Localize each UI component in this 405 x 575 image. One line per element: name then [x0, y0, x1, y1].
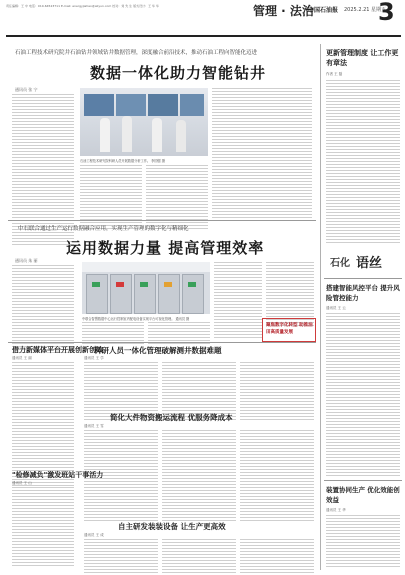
- article-2-byline: 通讯员 王 学: [84, 356, 104, 360]
- second-body-col4: [214, 262, 262, 340]
- article-5-body-b: [162, 539, 236, 575]
- right-body-3: [326, 515, 400, 569]
- article-1-headline: 借力新媒体平台开展创新创效: [12, 346, 103, 354]
- feature-box: [262, 318, 316, 342]
- page-number: 3: [378, 0, 395, 26]
- right-item2-byline: 通讯员 王 云: [326, 306, 346, 310]
- second-photo-caption: 中联合智慧数据中心运行控制室内配电设备实现平台可视化管理。 通讯员 摄: [82, 317, 190, 321]
- lead-headline: 数据一体化助力智能钻井: [90, 64, 267, 82]
- header-meta: 责任编辑：王 中 电话：010-64523711 E-mail: energyjiahao@aliyun.com 校对：刘 先 生 版式设计：王 华 华: [6, 4, 160, 8]
- lead-deck: 石油工程技术研究院井石油钻井领域钻井数据管理，深度融合前沿技术，推动石油工程向智能化迈进: [15, 50, 258, 56]
- column-title: 石化: [330, 258, 350, 269]
- section-title: 管理 · 法治: [253, 4, 314, 18]
- second-deck: 中石联合通过生产运行数据融合应用，实现生产管理的数字化与精细化: [18, 226, 189, 232]
- right-headline: 更新管理制度 让工作更有章法: [326, 49, 399, 67]
- article-5-headline: 自主研发装装设备 让生产更高效: [118, 522, 226, 531]
- article-2-headline: 科研人员一体化管理破解测井数据难题: [94, 346, 222, 355]
- right-item3-byline: 通讯员 王 华: [326, 508, 346, 512]
- feature-box-headline: 聚焦数字化转型 助推油田高质量发展: [266, 323, 313, 335]
- column-subtitle: 语丝: [356, 256, 383, 271]
- article-5-body-c: [240, 539, 314, 575]
- article-3-body-c: [240, 430, 314, 523]
- header-bar: [0, 0, 405, 42]
- article-3-byline: 通讯员 王 雪: [84, 424, 104, 428]
- paper-name: 中国石油报: [308, 7, 339, 14]
- lead-body-col5: [258, 88, 312, 220]
- lead-body-col2: [80, 165, 142, 231]
- article-4-headline: "检修减负"激发班站干事活力: [12, 471, 104, 479]
- article-2-body-c: [240, 362, 314, 422]
- right-item2-headline: 搭建智能风控平台 提升风险管控能力: [326, 284, 400, 302]
- article-3-headline: 简化大件物资搬运流程 优服务降成本: [110, 413, 233, 422]
- lead-photo-caption: 石油工程技术研究院科研人员开展数据分析工作。 李国强 摄: [80, 159, 165, 163]
- lead-photo: [80, 88, 208, 156]
- article-3-body-b: [162, 430, 236, 523]
- second-byline: 通讯员 朱 丽: [15, 258, 38, 263]
- second-headline: 运用数据力量 提高管理效率: [66, 239, 265, 257]
- right-body-2: [326, 313, 400, 478]
- issue-date: 2025.2.21 星期五: [344, 7, 387, 13]
- article-1-byline: 通讯员 王 丽: [12, 356, 32, 360]
- second-photo: [82, 262, 210, 314]
- column-emblem: [330, 252, 396, 274]
- lead-body-col3: [146, 165, 208, 231]
- lead-byline: 通讯员 张 宁: [15, 87, 38, 92]
- article-4-byline: 通讯员 王 山: [12, 481, 32, 485]
- right-body-1: [326, 80, 400, 245]
- article-5-body-a: [84, 539, 158, 575]
- right-item3-headline: 装置协同生产 优化效能创效益: [326, 486, 400, 504]
- right-byline: 作者 王 磊: [326, 72, 343, 76]
- article-4-body: [12, 487, 74, 568]
- article-5-byline: 通讯员 王 成: [84, 533, 104, 537]
